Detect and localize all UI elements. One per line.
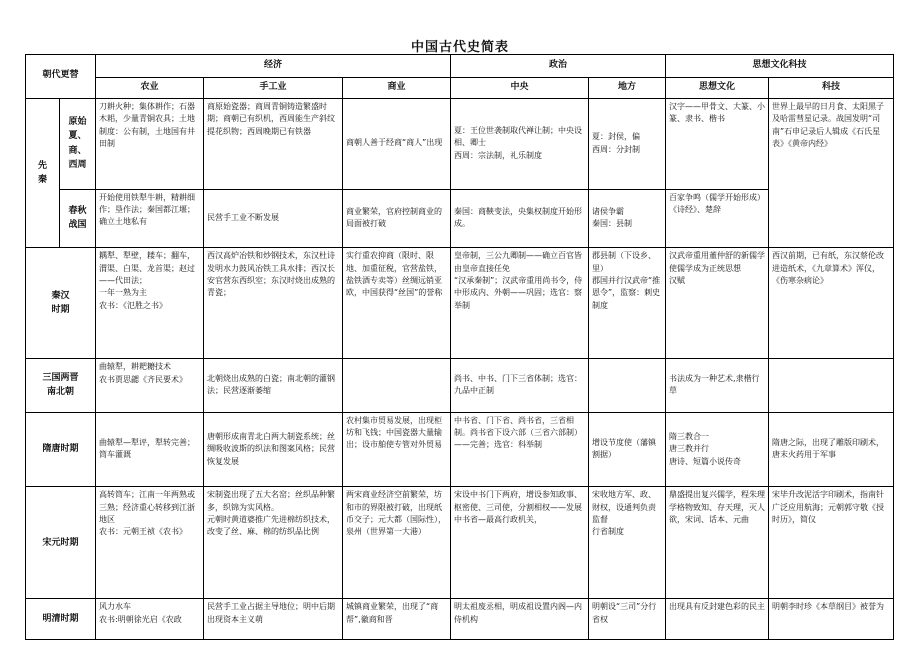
header-central: 中央 xyxy=(451,78,589,98)
cell-suitang-handicraft: 唐朝形成南青北白两大制瓷系统；丝绸吸收波斯的织法和图案风格；民营恢复发展 xyxy=(204,412,343,487)
era-xianqin: 先 秦 xyxy=(26,98,60,247)
cell-xianqin1-handicraft: 商原始瓷器；商周青铜铸造繁盛时期；商朝已有织机，西周能生产斜纹提花织物；西周晚期已有铁器 xyxy=(204,98,343,189)
cell-qinhan-agriculture: 耦犁、犁壁，耧车；翻车，渭渠、白渠、龙首渠；赵过——代田法； 一年一熟为主 农书：《氾胜之书》 xyxy=(96,248,204,359)
cell-mingqing-agriculture: 风力水车 农书:明朝徐光启《农政 xyxy=(96,599,204,640)
cell-mingqing-handicraft: 民营手工业占据主导地位；明中后期出现资本主义萌 xyxy=(204,599,343,640)
header-science: 科技 xyxy=(769,78,894,98)
cell-suitang-commerce: 农村集市贸易发展，出现柜坊和飞钱；中国瓷器大量输出；设市舶使专管对外贸易 xyxy=(343,412,451,487)
cell-mingqing-central: 明太祖废丞相，明成祖设置内阁—内侍机构 xyxy=(451,599,589,640)
cell-suitang-science: 隋唐之际，出现了雕版印刷术，唐末火药用于军事 xyxy=(769,412,894,487)
era-xia-shang-zhou: 原始 夏、 商、 西周 xyxy=(60,98,96,189)
cell-weijin-agriculture: 曲辕犁，耕耙耱技术 农书贾思勰《齐民要术》 xyxy=(96,359,204,412)
history-table xyxy=(25,54,894,640)
cell-mingqing-science: 明朝李时珍《本草纲目》被誉为 xyxy=(769,599,894,640)
header-politics: 政治 xyxy=(451,55,666,78)
cell-qinhan-central: 皇帝制，三公九卿制——确立百官皆由皇帝直接任免 “汉承秦制”；汉武帝重用尚书令，侍中形成内、外朝——巩固；选官：察举制 xyxy=(451,248,589,359)
era-chunqiu-zhanguo: 春秋 战国 xyxy=(60,189,96,248)
cell-xianqin1-commerce: 商朝人善于经商“商人”出现 xyxy=(343,98,451,189)
cell-songyuan-commerce: 两宋商业经济空前繁荣，坊和市的界限被打破，出现纸币交子；元大都（国际性），泉州（世界第一大港） xyxy=(343,487,451,599)
era-mingqing: 明清时期 xyxy=(26,599,96,640)
cell-songyuan-agriculture: 高转筒车；江南一年两熟或三熟；经济重心转移到江浙地区 农书：元朝王祯《农书》 xyxy=(96,487,204,599)
header-economy: 经济 xyxy=(96,55,451,78)
cell-mingqing-commerce: 城镇商业繁荣，出现了“商帮”,徽商和晋 xyxy=(343,599,451,640)
cell-xianqin1-local: 夏：封侯，偏 西周：分封制 xyxy=(589,98,666,189)
cell-xianqin-science: 世界上最早的日月食、太阳黑子及哈雷彗星记录。战国发明“司南”石申记录后人辑成《石氏星表》《黄帝内经》 xyxy=(769,98,894,247)
cell-qinhan-commerce: 实行重农抑商（限时、限地、加重征税，官营盐铁，盐铁酒专卖等）丝绸远销亚欧，中国获得“丝国”的誉称 xyxy=(343,248,451,359)
cell-suitang-thought: 隋三教合一 唐三教并行 唐诗、短篇小说传奇 xyxy=(666,412,769,487)
cell-weijin-local xyxy=(589,359,666,412)
era-songyuan: 宋元时期 xyxy=(26,487,96,599)
cell-qinhan-science: 西汉前期，已有纸，东汉蔡伦改进造纸术，《九章算术》浑仪，《伤寒杂病论》 xyxy=(769,248,894,359)
cell-songyuan-handicraft: 宋制瓷出现了五大名窑；丝织品种繁多，织锦为实风格。 元朝时黄道婆推广先进棉纺织技术，改变了丝、麻、棉的纺织品比例 xyxy=(204,487,343,599)
cell-xianqin1-thought: 汉字——甲骨文、大篆、小篆、隶书、楷书 xyxy=(666,98,769,189)
cell-xianqin2-central: 秦国：商鞅变法，央集权制度开始形成。 xyxy=(451,189,589,248)
cell-xianqin1-central: 夏：王位世袭制取代禅让制；中央设相、卿士 西周：宗法制，礼乐制度 xyxy=(451,98,589,189)
era-qinhan: 秦汉 时期 xyxy=(26,248,96,359)
header-thought: 思想文化 xyxy=(666,78,769,98)
cell-songyuan-central: 宋设中书门下两府，增设参知政事、枢密使、三司使，分割相权——发展 中书省—最高行政机关， xyxy=(451,487,589,599)
cell-xianqin2-local: 诸侯争霸 秦国：县制 xyxy=(589,189,666,248)
header-commerce: 商业 xyxy=(343,78,451,98)
cell-suitang-agriculture: 曲辕犁—犁评，犁转完善；筒车灌溉 xyxy=(96,412,204,487)
header-culture: 思想文化科技 xyxy=(666,55,894,78)
cell-weijin-central: 尚书、中书、门下三省体制；选官：九品中正制 xyxy=(451,359,589,412)
cell-xianqin2-thought: 百家争鸣（儒学开始形成）《诗经》、楚辞 xyxy=(666,189,769,248)
cell-mingqing-thought: 出现具有反封建色彩的民主 xyxy=(666,599,769,640)
cell-suitang-local: 增设节度使（藩镇割据） xyxy=(589,412,666,487)
cell-qinhan-local: 郡县制（下设乡、里） 郡国并行汉武帝“推恩令”，监察：刺史制度 xyxy=(589,248,666,359)
cell-xianqin2-commerce: 商业繁荣，官府控制商业的局面被打破 xyxy=(343,189,451,248)
header-agriculture: 农业 xyxy=(96,78,204,98)
cell-mingqing-local: 明朝设“三司”分行省权 xyxy=(589,599,666,640)
cell-weijin-thought: 书法成为一种艺术,隶楷行草 xyxy=(666,359,769,412)
header-handicraft: 手工业 xyxy=(204,78,343,98)
cell-xianqin1-agriculture: 刀耕火种；集体耕作；石器木耜，少量青铜农具；土地制度：公有制，土地国有井田制 xyxy=(96,98,204,189)
page-title: 中国古代史简表 xyxy=(410,40,509,55)
cell-songyuan-local: 宋收地方军、政、财权，设通判负责监督 行省制度 xyxy=(589,487,666,599)
cell-songyuan-science: 宋毕升改泥活字印刷术，指南针广泛应用航海；元朝郭守敬《授时历》，简仪 xyxy=(769,487,894,599)
cell-weijin-handicraft: 北朝烧出成熟的白瓷；南北朝的灌钢法；民营逐渐萎缩 xyxy=(204,359,343,412)
cell-weijin-commerce xyxy=(343,359,451,412)
header-local: 地方 xyxy=(589,78,666,98)
cell-weijin-science xyxy=(769,359,894,412)
header-era: 朝代更替 xyxy=(26,55,96,99)
era-suitang: 隋唐时期 xyxy=(26,412,96,487)
cell-xianqin2-agriculture: 开始使用铁犁牛耕，精耕细作；垦作法；秦国都江堰；确立土地私有 xyxy=(96,189,204,248)
cell-suitang-central: 中书省、门下省、尚书省，三省相制。尚书省下设六部（三省六部制）——完善；选官：科举制 xyxy=(451,412,589,487)
cell-xianqin2-handicraft: 民营手工业不断发展 xyxy=(204,189,343,248)
era-weijin: 三国两晋 南北朝 xyxy=(26,359,96,412)
cell-qinhan-handicraft: 西汉高炉冶铁和炒钢技术，东汉杜诗发明水力鼓风冶铁工具水排；西汉长安官营东西织室；东汉时烧出成熟的青瓷； xyxy=(204,248,343,359)
cell-songyuan-thought: 鼎盛提出复兴儒学，程朱理学格物致知、存天理，灭人欲，宋词、话本、元曲 xyxy=(666,487,769,599)
cell-qinhan-thought: 汉武帝重用董仲舒的新儒学使儒学成为正统思想 汉赋 xyxy=(666,248,769,359)
